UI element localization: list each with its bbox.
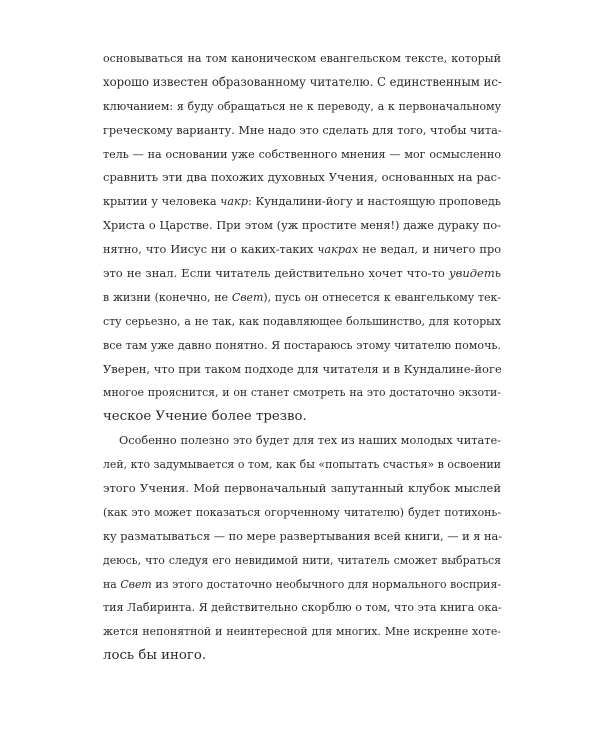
text-segment: тель — на основании уже собственного мнения — мог осмысленно bbox=[103, 147, 501, 161]
text-segment: ключанием: я буду обращаться не к переводу, а к первоначальному bbox=[103, 99, 501, 113]
text-line bbox=[103, 501, 501, 525]
text-segment: на bbox=[103, 577, 121, 591]
text-line bbox=[103, 429, 501, 453]
text-line bbox=[103, 620, 501, 644]
text-segment: лось бы иного. bbox=[103, 648, 207, 664]
text-segment: Христа о Царстве. При этом (уж простите меня!) даже дураку по- bbox=[103, 219, 501, 233]
text-line bbox=[103, 573, 501, 597]
italic-text: чакрах bbox=[317, 243, 359, 257]
text-segment: тия Лабиринта. Я действительно скорблю о том, что эта книга ока- bbox=[103, 601, 502, 615]
text-segment: жется непонятной и неинтересной для многих. Мне искренне хоте- bbox=[103, 625, 501, 639]
italic-text: Свет bbox=[120, 577, 152, 591]
text-segment: деюсь, что следуя его невидимой нити, читатель сможет выбраться bbox=[103, 553, 501, 567]
text-segment: многое прояснится, и он станет смотреть на это достаточно экзоти- bbox=[103, 386, 501, 400]
text-line bbox=[103, 596, 501, 620]
text-line bbox=[103, 143, 501, 167]
text-line bbox=[103, 95, 501, 119]
text-segment: хорошо известен образованному читателю. С единственным ис- bbox=[103, 74, 502, 89]
text-segment: в жизни (конечно, не bbox=[103, 290, 232, 304]
text-segment: крытии у человека bbox=[103, 195, 221, 209]
text-segment: сту серьезно, а не так, как подавляющее большинство, для которых bbox=[103, 314, 501, 328]
text-segment: этого Учения. Мой первоначальный запутанный клубок мыслей bbox=[103, 481, 501, 496]
text-line bbox=[103, 358, 501, 382]
text-line bbox=[103, 214, 501, 238]
text-line bbox=[103, 381, 501, 405]
text-line bbox=[103, 166, 501, 190]
text-segment: ку разматываться — по мере развертывания всей книги, — и я на- bbox=[103, 529, 503, 543]
text-segment: все там уже давно понятно. Я постараюсь этому читателю помочь. bbox=[103, 338, 501, 352]
text-line bbox=[103, 47, 501, 71]
text-line bbox=[103, 262, 501, 286]
text-segment: Особенно полезно это будет для тех из наших молодых читате- bbox=[119, 434, 501, 448]
text-line bbox=[103, 405, 501, 429]
text-segment: : Кундалини-йогу и настоящую проповедь bbox=[248, 195, 501, 209]
text-line bbox=[103, 334, 501, 358]
text-line bbox=[103, 190, 501, 214]
body-text bbox=[103, 47, 501, 668]
text-segment: лей, кто задумывается о том, как бы «попытать счастья» в освоении bbox=[103, 458, 501, 472]
text-line bbox=[103, 453, 501, 477]
text-segment: ), пусь он отнесется к евангелькому тек- bbox=[263, 290, 501, 304]
text-segment: сравнить эти два похожих духовных Учения, основанных на рас- bbox=[103, 170, 501, 185]
text-segment: это не знал. Если читатель действительно хочет что-то bbox=[103, 266, 449, 281]
text-line bbox=[103, 286, 501, 310]
text-segment: (как это может показаться огорченному читателю) будет потихонь- bbox=[103, 505, 501, 519]
text-line bbox=[103, 477, 501, 501]
text-line bbox=[103, 310, 501, 334]
text-segment: ческое Учение более трезво. bbox=[103, 409, 307, 425]
italic-text: Свет bbox=[231, 290, 264, 304]
text-segment: основываться на том каноническом евангельском тексте, который bbox=[103, 52, 501, 65]
text-line bbox=[103, 525, 501, 549]
text-line bbox=[103, 119, 501, 143]
text-line bbox=[103, 644, 501, 668]
text-segment: Уверен, что при таком подходе для читателя и в Кундалине-йоге bbox=[103, 361, 502, 376]
text-segment: нятно, что Иисус ни о каких-таких bbox=[103, 243, 318, 257]
italic-text: увидеть bbox=[448, 266, 501, 281]
text-segment: из этого достаточно необычного для нормального восприя- bbox=[151, 577, 501, 591]
text-segment: не ведал, и ничего про bbox=[358, 243, 501, 257]
italic-text: чакр bbox=[220, 195, 249, 209]
text-line bbox=[103, 238, 501, 262]
text-line bbox=[103, 549, 501, 573]
text-line bbox=[103, 71, 501, 95]
text-segment: греческому варианту. Мне надо это сделать для того, чтобы чита- bbox=[103, 123, 502, 137]
